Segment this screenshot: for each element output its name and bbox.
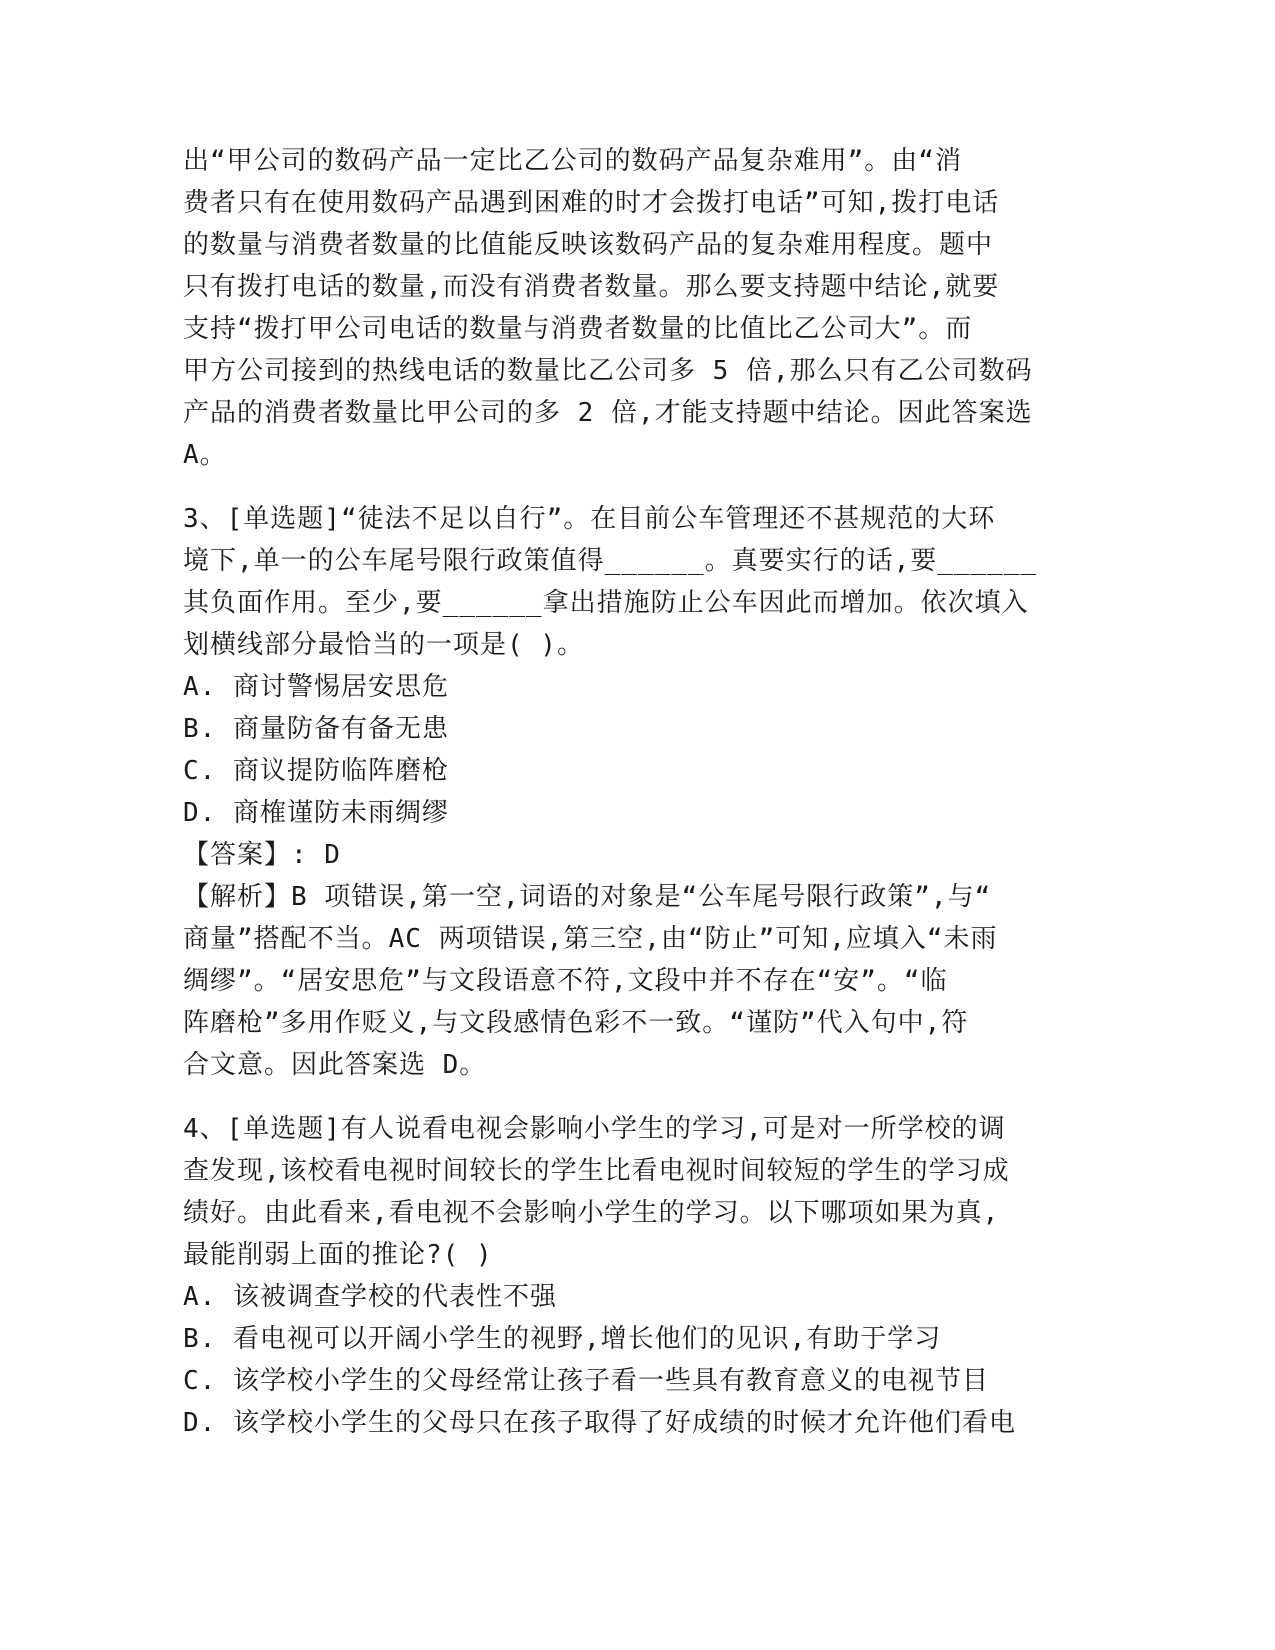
option-b: B. 看电视可以开阔小学生的视野,增长他们的见识,有助于学习 xyxy=(183,1324,942,1354)
question-stem-line: 境下,单一的公车尾号限行政策值得______。真要实行的话,要______ xyxy=(183,546,1038,576)
question-stem-line: 查发现,该校看电视时间较长的学生比看电视时间较短的学生的学习成 xyxy=(183,1156,1010,1186)
question-3 xyxy=(183,498,1043,1086)
question-stem-line: 3、[单选题]“徒法不足以自行”。在目前公车管理还不甚规范的大环 xyxy=(183,504,996,534)
question-stem-line: 其负面作用。至少,要______拿出措施防止公车因此而增加。依次填入 xyxy=(183,588,1029,618)
option-d: D. 商榷谨防未雨绸缪 xyxy=(183,798,449,828)
option-c: C. 商议提防临阵磨枪 xyxy=(183,756,449,786)
explanation-line: 费者只有在使用数码产品遇到困难的时才会拨打电话”可知,拨打电话 xyxy=(183,188,1000,218)
option-a: A. 该被调查学校的代表性不强 xyxy=(183,1282,557,1312)
section-gap xyxy=(183,1086,1043,1108)
option-a: A. 商讨警惕居安思危 xyxy=(183,672,449,702)
question-stem-line: 最能削弱上面的推论?( ) xyxy=(183,1240,493,1270)
analysis-line: 阵磨枪”多用作贬义,与文段感情色彩不一致。“谨防”代入句中,符 xyxy=(183,1008,969,1038)
analysis-line: 绸缪”。“居安思危”与文段语意不符,文段中并不存在“安”。“临 xyxy=(183,966,948,996)
explanation-line: 支持“拨打甲公司电话的数量与消费者数量的比值比乙公司大”。而 xyxy=(183,314,973,344)
explanation-line: 甲方公司接到的热线电话的数量比乙公司多 5 倍,那么只有乙公司数码 xyxy=(183,356,1033,386)
explanation-line: 的数量与消费者数量的比值能反映该数码产品的复杂难用程度。题中 xyxy=(183,230,994,260)
explanation-line: A。 xyxy=(183,440,227,470)
question-stem-line: 绩好。由此看来,看电视不会影响小学生的学习。以下哪项如果为真, xyxy=(183,1198,1000,1228)
section-gap xyxy=(183,476,1043,498)
explanation-line: 只有拨打电话的数量,而没有消费者数量。那么要支持题中结论,就要 xyxy=(183,272,1000,302)
analysis-line: 合文意。因此答案选 D。 xyxy=(183,1050,487,1080)
explanation-line: 产品的消费者数量比甲公司的多 2 倍,才能支持题中结论。因此答案选 xyxy=(183,398,1033,428)
answer-line: 【答案】: D xyxy=(183,840,341,870)
previous-explanation xyxy=(183,140,1043,476)
question-stem-line: 4、[单选题]有人说看电视会影响小学生的学习,可是对一所学校的调 xyxy=(183,1114,1006,1144)
document-page xyxy=(183,140,1043,1444)
explanation-line: 出“甲公司的数码产品一定比乙公司的数码产品复杂难用”。由“消 xyxy=(183,146,962,176)
question-stem-line: 划横线部分最恰当的一项是( )。 xyxy=(183,630,584,660)
question-4 xyxy=(183,1108,1043,1444)
option-c: C. 该学校小学生的父母经常让孩子看一些具有教育意义的电视节目 xyxy=(183,1366,989,1396)
analysis-line: 【解析】B 项错误,第一空,词语的对象是“公车尾号限行政策”,与“ xyxy=(183,882,992,912)
option-b: B. 商量防备有备无患 xyxy=(183,714,449,744)
analysis-line: 商量”搭配不当。AC 两项错误,第三空,由“防止”可知,应填入“未雨 xyxy=(183,924,998,954)
option-d: D. 该学校小学生的父母只在孩子取得了好成绩的时候才允许他们看电 xyxy=(183,1408,1016,1438)
